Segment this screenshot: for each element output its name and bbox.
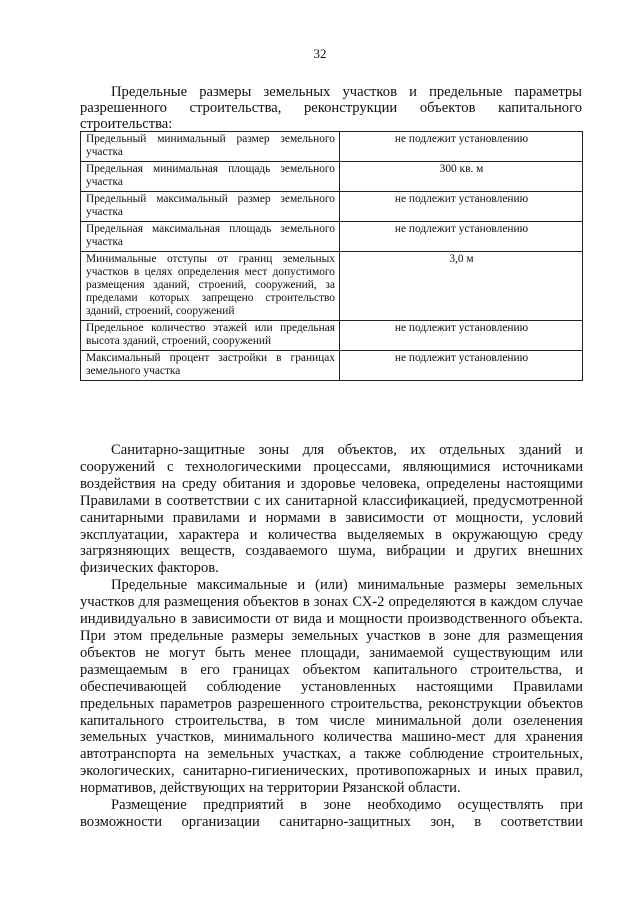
- parameter-cell: Предельный минимальный размер земельного участка: [81, 132, 340, 162]
- value-cell: 300 кв. м: [340, 162, 583, 192]
- sanitary-zones-paragraph: Санитарно-защитные зоны для объектов, их отдельных зданий и сооружений с технологическими процессами, являющимися источниками воздействия на среду обитания и здоровье человека, определены настоящими Правилами в соответствии с их санитарной классификацией, предусмотренной санитарными правилами и нормами в зависимости от мощности, условий эксплуатации, характера и количества выделяемых в окружающую среду загрязняющих веществ, создаваемого шума, вибрации и других внешних физических факторов.: [80, 442, 583, 577]
- parameter-cell: Предельная максимальная площадь земельного участка: [81, 222, 340, 252]
- parameter-cell: Предельный максимальный размер земельного участка: [81, 192, 340, 222]
- table-row: [81, 351, 583, 381]
- table-row: [81, 321, 583, 351]
- table-row: [81, 252, 583, 321]
- value-cell: не подлежит установлению: [340, 192, 583, 222]
- parameter-cell: Минимальные отступы от границ земельных участков в целях определения мест допустимого размещения зданий, строений, сооружений, за пределами которых запрещено строительство зданий, строений, сооружений: [81, 252, 340, 321]
- table-row: [81, 132, 583, 162]
- value-cell: не подлежит установлению: [340, 222, 583, 252]
- plot-sizes-paragraph: Предельные максимальные и (или) минимальные размеры земельных участков для размещения объектов в зонах СХ-2 определяются в каждом случае индивидуально в зависимости от вида и мощности производственного объекта. При этом предельные размеры земельных участков в зоне для размещения объектов не могут быть менее площади, занимаемой существующим или размещаемым в его границах объектом капитального строительства, и обеспечивающей соблюдение установленных настоящими Правилами предельных параметров разрешенного строительства, реконструкции объектов капитального строительства, в том числе минимальной доли озеленения земельных участков, минимального количества машино-мест для хранения автотранспорта на земельных участках, а также соблюдение строительных, экологических, санитарно-гигиенических, противопожарных и иных правил, нормативов, действующих на территории Рязанской области.: [80, 577, 583, 797]
- value-cell: не подлежит установлению: [340, 132, 583, 162]
- value-cell: не подлежит установлению: [340, 321, 583, 351]
- page-number: 32: [313, 46, 327, 61]
- value-cell: не подлежит установлению: [340, 351, 583, 381]
- placement-paragraph: Размещение предприятий в зоне необходимо осуществлять при возможности организации санитарно-защитных зон, в соответствии: [80, 797, 583, 830]
- parameters-table: [80, 131, 583, 381]
- table-row: [81, 162, 583, 192]
- value-cell: 3,0 м: [340, 252, 583, 321]
- body-text: [80, 442, 583, 831]
- parameter-cell: Максимальный процент застройки в границах земельного участка: [81, 351, 340, 381]
- intro-paragraph: Предельные размеры земельных участков и предельные параметры разрешенного строительства, реконструкции объектов капитального строительства:: [80, 84, 582, 132]
- parameter-cell: Предельное количество этажей или предельная высота зданий, строений, сооружений: [81, 321, 340, 351]
- parameter-cell: Предельная минимальная площадь земельного участка: [81, 162, 340, 192]
- table-row: [81, 222, 583, 252]
- table-row: [81, 192, 583, 222]
